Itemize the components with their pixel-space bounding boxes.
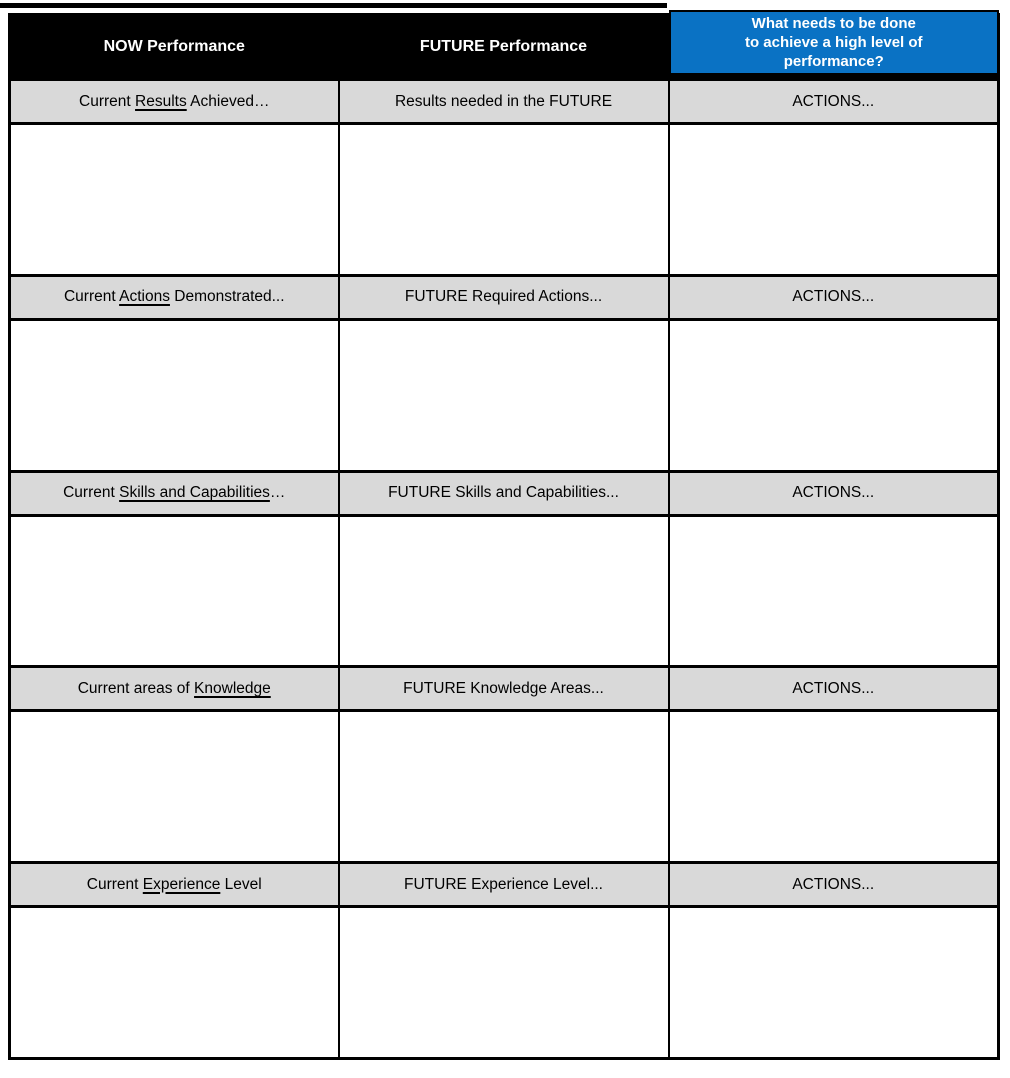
entry-row-actions bbox=[10, 319, 999, 471]
label-text-underlined: Results bbox=[135, 92, 187, 110]
actions-label-cell: ACTIONS... bbox=[669, 80, 999, 124]
now-label bbox=[64, 288, 285, 305]
actions-entry-cell[interactable] bbox=[669, 124, 999, 276]
table-header-row bbox=[10, 15, 999, 80]
now-entry-cell[interactable] bbox=[10, 515, 339, 667]
entry-row-skills bbox=[10, 515, 999, 667]
label-text-part: … bbox=[269, 484, 286, 502]
now-label-cell bbox=[10, 667, 339, 711]
now-label-cell bbox=[10, 863, 339, 907]
now-entry-cell[interactable] bbox=[10, 124, 339, 276]
actions-label-cell: ACTIONS... bbox=[669, 667, 999, 711]
label-row-results bbox=[10, 80, 999, 124]
entry-row-experience bbox=[10, 907, 999, 1059]
future-entry-cell[interactable] bbox=[339, 907, 669, 1059]
now-entry-cell[interactable] bbox=[10, 907, 339, 1059]
future-label-cell: Results needed in the FUTURE bbox=[339, 80, 669, 124]
entry-row-knowledge bbox=[10, 711, 999, 863]
label-text-part: Demonstrated... bbox=[169, 288, 285, 306]
performance-gap-table bbox=[8, 13, 1000, 1060]
future-label-cell: FUTURE Knowledge Areas... bbox=[339, 667, 669, 711]
now-performance-header: NOW Performance bbox=[10, 15, 339, 80]
actions-header-line: What needs to be done bbox=[751, 15, 916, 32]
now-label-cell bbox=[10, 471, 339, 515]
label-row-experience bbox=[10, 863, 999, 907]
label-text-underlined: Actions bbox=[119, 288, 170, 306]
now-label bbox=[78, 680, 271, 697]
label-text-part: Current areas of bbox=[77, 679, 195, 697]
actions-header-line: to achieve a high level of bbox=[744, 34, 923, 51]
actions-label-cell: ACTIONS... bbox=[669, 863, 999, 907]
actions-label-cell: ACTIONS... bbox=[669, 275, 999, 319]
actions-label-cell: ACTIONS... bbox=[669, 471, 999, 515]
label-row-knowledge bbox=[10, 667, 999, 711]
future-label-cell: FUTURE Required Actions... bbox=[339, 275, 669, 319]
label-text-part: Current bbox=[79, 92, 136, 110]
label-text-part: Current bbox=[63, 288, 120, 306]
actions-entry-cell[interactable] bbox=[669, 319, 999, 471]
label-row-skills bbox=[10, 471, 999, 515]
future-label-cell: FUTURE Experience Level... bbox=[339, 863, 669, 907]
actions-header bbox=[669, 15, 999, 80]
now-label-cell bbox=[10, 275, 339, 319]
now-label-cell bbox=[10, 80, 339, 124]
label-text-part: Level bbox=[220, 875, 262, 893]
actions-header-box bbox=[669, 10, 1000, 75]
now-label bbox=[63, 484, 285, 501]
label-text-underlined: Skills and Capabilities bbox=[119, 484, 270, 502]
label-text-part: Current bbox=[86, 875, 143, 893]
now-label bbox=[87, 876, 262, 893]
actions-header-line: performance? bbox=[783, 53, 884, 70]
label-text-underlined: Knowledge bbox=[194, 679, 271, 697]
future-performance-header: FUTURE Performance bbox=[339, 15, 669, 80]
future-entry-cell[interactable] bbox=[339, 711, 669, 863]
future-entry-cell[interactable] bbox=[339, 319, 669, 471]
label-text-part: Current bbox=[63, 484, 120, 502]
label-text-part: Achieved… bbox=[186, 92, 270, 110]
future-entry-cell[interactable] bbox=[339, 515, 669, 667]
future-entry-cell[interactable] bbox=[339, 124, 669, 276]
now-label bbox=[79, 93, 269, 110]
label-row-actions bbox=[10, 275, 999, 319]
actions-entry-cell[interactable] bbox=[669, 515, 999, 667]
now-entry-cell[interactable] bbox=[10, 711, 339, 863]
entry-row-results bbox=[10, 124, 999, 276]
actions-entry-cell[interactable] bbox=[669, 907, 999, 1059]
top-edge-bar bbox=[0, 3, 667, 8]
actions-entry-cell[interactable] bbox=[669, 711, 999, 863]
label-text-underlined: Experience bbox=[142, 875, 221, 893]
now-entry-cell[interactable] bbox=[10, 319, 339, 471]
future-label-cell: FUTURE Skills and Capabilities... bbox=[339, 471, 669, 515]
